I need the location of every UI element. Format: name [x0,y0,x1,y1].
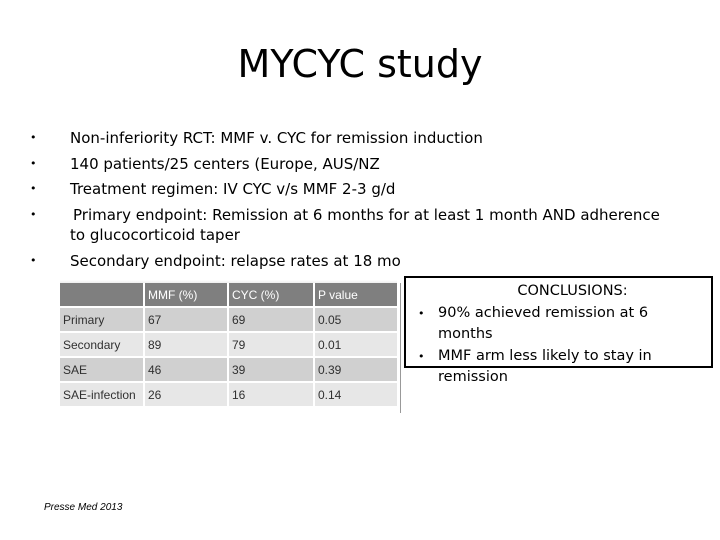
bullet-list [30,128,670,276]
table-cell: Secondary [60,332,144,357]
table-header-cell: P value [314,283,397,307]
table-cell: 0.01 [314,332,397,357]
table-row [60,382,397,406]
table-cell: SAE-infection [60,382,144,406]
table-cell: 0.39 [314,357,397,382]
conclusions-list [410,303,705,389]
bullet-icon: • [30,253,37,267]
bullet-icon: • [30,131,37,144]
conclusions-box [404,276,713,385]
conclusions-heading: CONCLUSIONS: [517,283,628,299]
table-cell: 46 [144,357,228,382]
table-cell: SAE [60,357,144,382]
bullet-icon: • [30,156,37,170]
results-table [60,283,397,406]
bullet-icon: • [30,207,37,221]
bullet-item [30,205,670,246]
table-row [60,332,397,357]
table-header-row [60,283,397,307]
table-cell: Primary [60,307,144,332]
bullet-text: Primary endpoint: Remission at 6 months for at least 1 month AND adherence to glucocorticoid taper [70,205,660,244]
table-header-cell [60,283,144,307]
table-cell: 39 [228,357,314,382]
table-row [60,357,397,382]
table-cell: 67 [144,307,228,332]
bullet-text: 140 patients/25 centers (Europe, AUS/NZ [70,154,380,173]
bullet-text: Treatment regimen: IV CYC v/s MMF 2-3 g/d [70,180,396,198]
conclusion-item [410,346,705,389]
slide-title: MYCYC study [237,42,483,86]
citation: Presse Med 2013 [44,502,123,513]
bullet-item [30,251,670,272]
table-cell: 69 [228,307,314,332]
table-cell: 0.05 [314,307,397,332]
table-header-cell: MMF (%) [144,283,228,307]
table-header-cell: CYC (%) [228,283,314,307]
table-cell: 89 [144,332,228,357]
bullet-item [30,179,670,200]
bullet-icon: • [30,182,37,195]
table-cell: 0.14 [314,382,397,406]
conclusion-item [410,303,705,346]
divider-line [400,283,401,413]
table-cell: 26 [144,382,228,406]
results-table-image [60,283,397,411]
conclusion-text: MMF arm less likely to stay in remission [438,347,652,385]
bullet-icon: • [418,349,425,363]
bullet-item [30,154,670,175]
bullet-text: Non-inferiority RCT: MMF v. CYC for remission induction [70,129,483,147]
table-row [60,307,397,332]
table-cell: 16 [228,382,314,406]
bullet-text: Secondary endpoint: relapse rates at 18 mo [70,251,401,270]
bullet-icon: • [418,306,425,320]
table-cell: 79 [228,332,314,357]
conclusion-text: 90% achieved remission at 6 months [438,304,649,342]
bullet-item [30,128,670,149]
